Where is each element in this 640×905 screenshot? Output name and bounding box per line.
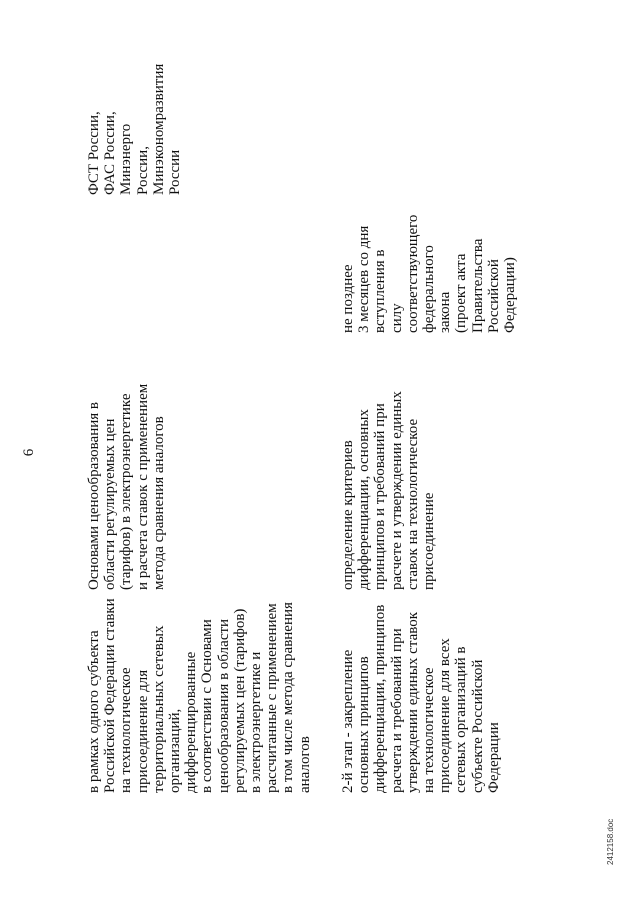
row-2-deadline-cell: не позднее 3 месяцев со дня вступления в силу соответствующего федерального закона (проект акта Правительства Российской Федерации) bbox=[340, 214, 519, 333]
row-1-responsible-cell: ФСТ России, ФАС России, Минэнерго России, Минэкономразвития России bbox=[86, 63, 184, 195]
row-1-stage-cell: в рамках одного субъекта Российской Федерации ставки на технологическое присоединение для территориальных сетевых организаций, дифференцированные в соответствии с Основами ценообразования в области регулируемых цен (тарифов) в электроэнергетике и рассчитанные с применением в том числе метода сравнения аналогов bbox=[86, 598, 313, 793]
row-2-result-cell: определение критериев дифференциации, основных принципов и требований при расчете и утверждении единых ставок на технологическое присоединение bbox=[340, 391, 438, 590]
page-number: 6 bbox=[21, 448, 37, 457]
row-1-result-cell: Основами ценообразования в области регулируемых цен (тарифов) в электроэнергетике и расчета ставок с применением метода сравнения аналогов bbox=[86, 383, 167, 590]
row-2-stage-cell: 2-й этап - закрепление основных принципов дифференциации, принципов расчета и требований при утверждении единых ставок на технологическое присоединение для всех сетевых организаций в субъекте Российской Федерации bbox=[340, 604, 502, 793]
document-footer-filename: 2412158.doc bbox=[606, 818, 615, 865]
